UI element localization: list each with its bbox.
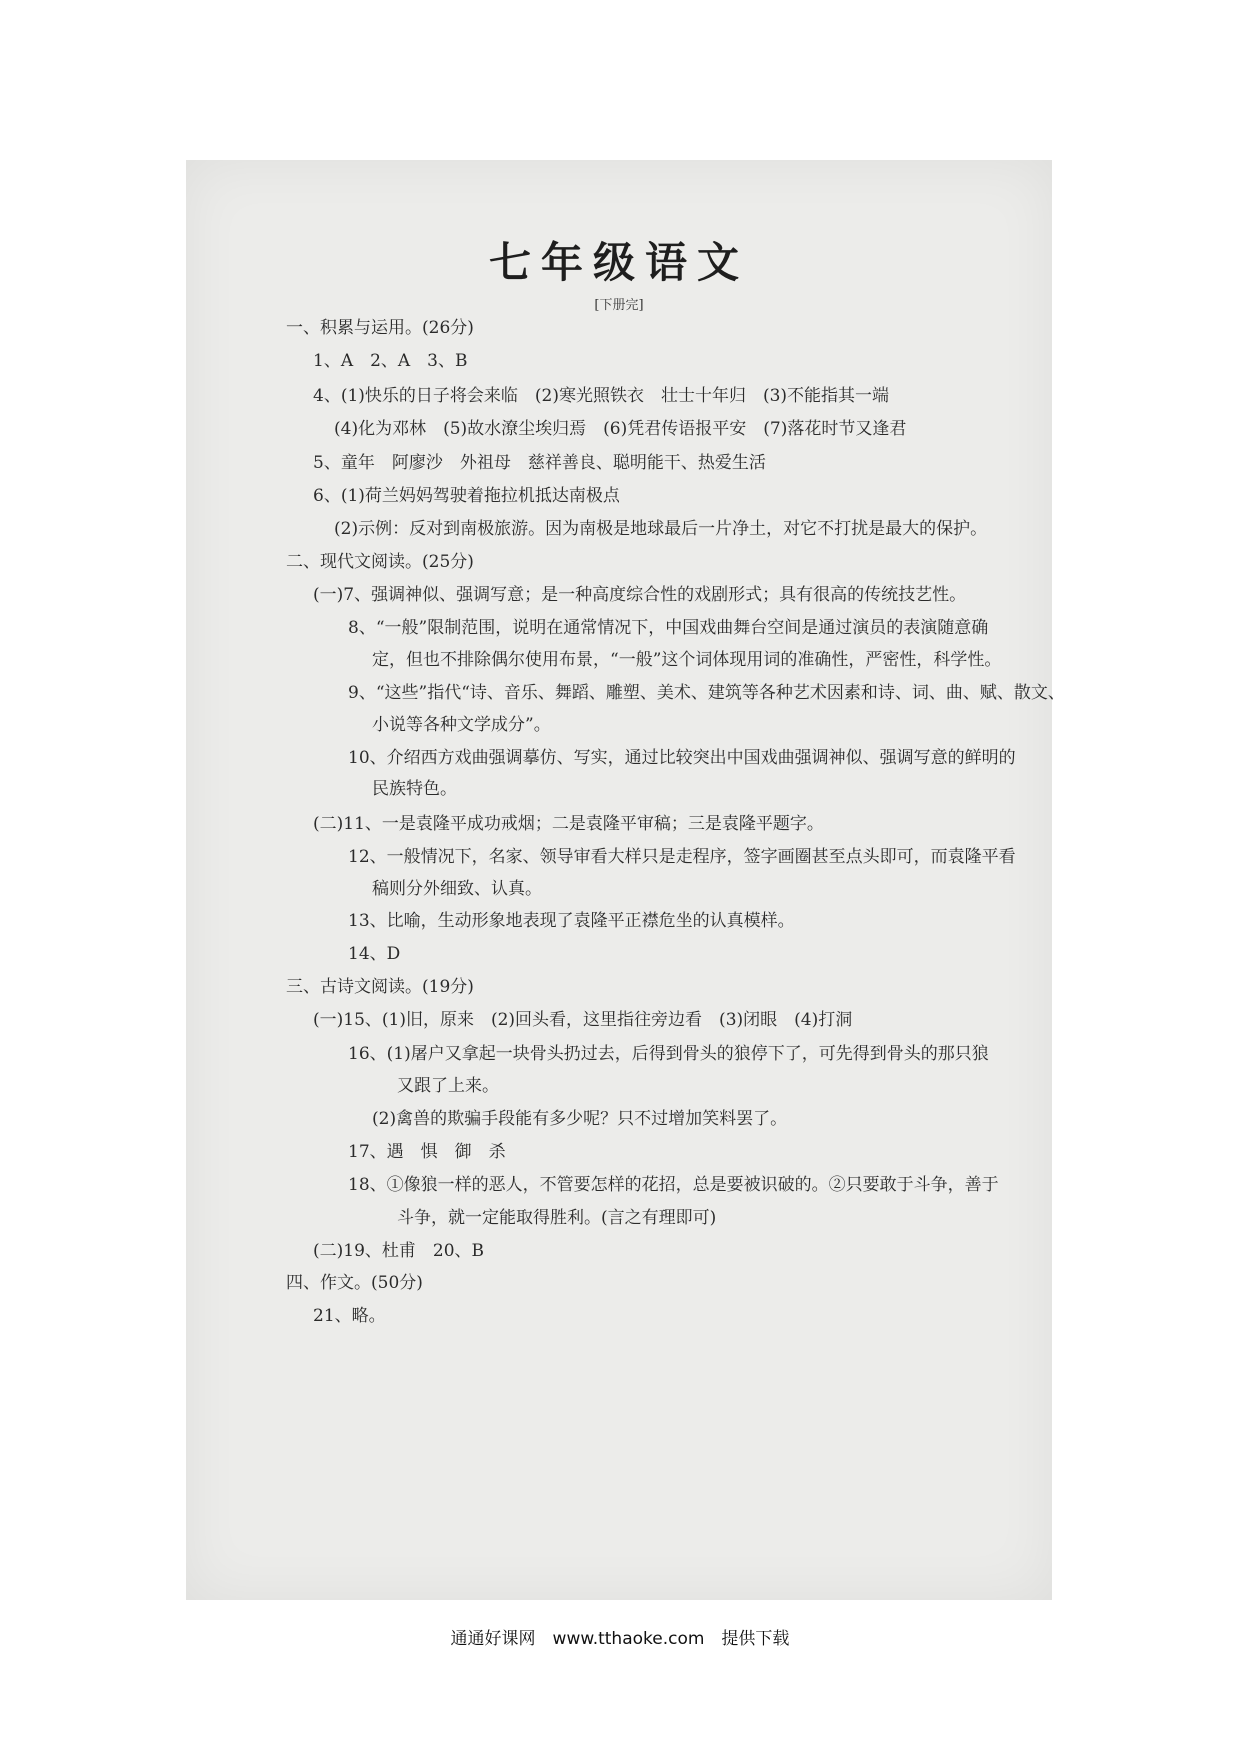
answer-line: (一)15、(1)旧，原来 (2)回头看，这里指往旁边看 (3)闭眼 (4)打洞 — [313, 1010, 853, 1030]
answer-line: 5、童年 阿廖沙 外祖母 慈祥善良、聪明能干、热爱生活 — [313, 453, 766, 473]
answer-line: 14、D — [348, 944, 401, 964]
answer-line: (2)禽兽的欺骗手段能有多少呢？只不过增加笑料罢了。 — [372, 1109, 788, 1129]
answer-line: 13、比喻，生动形象地表现了袁隆平正襟危坐的认真模样。 — [348, 911, 795, 931]
answer-line: 4、(1)快乐的日子将会来临 (2)寒光照铁衣 壮士十年归 (3)不能指其一端 — [313, 386, 890, 406]
answer-line: 稿则分外细致、认真。 — [372, 879, 542, 899]
answer-line: 6、(1)荷兰妈妈驾驶着拖拉机抵达南极点 — [313, 486, 620, 506]
answer-line: 18、①像狼一样的恶人，不管要怎样的花招，总是要被识破的。②只要敢于斗争，善于 — [348, 1175, 999, 1195]
download-credit: 通通好课网 www.tthaoke.com 提供下载 — [450, 1629, 790, 1649]
answer-line: (一)7、强调神似、强调写意；是一种高度综合性的戏剧形式；具有很高的传统技艺性。 — [313, 585, 967, 605]
answer-line: 斗争，就一定能取得胜利。(言之有理即可) — [397, 1208, 717, 1228]
answer-line: (4)化为邓林 (5)故水潦尘埃归焉 (6)凭君传语报平安 (7)落花时节又逢君 — [334, 419, 907, 439]
answer-line: 21、略。 — [313, 1306, 386, 1326]
section-heading: 二、现代文阅读。(25分) — [286, 552, 474, 572]
answer-line: (二)11、一是袁隆平成功戒烟；二是袁隆平审稿；三是袁隆平题字。 — [313, 814, 824, 834]
document-title: 七年级语文 — [488, 238, 749, 287]
answer-line: (2)示例：反对到南极旅游。因为南极是地球最后一片净土，对它不打扰是最大的保护。 — [334, 519, 988, 539]
answer-line: 1、A 2、A 3、B — [313, 351, 468, 371]
answer-line: (二)19、杜甫 20、B — [313, 1241, 485, 1261]
scanned-page — [186, 160, 1065, 1600]
section-heading: 一、积累与运用。(26分) — [286, 318, 474, 338]
document-subtitle: [下册完] — [594, 298, 644, 313]
answer-line: 民族特色。 — [372, 779, 457, 799]
answer-line: 10、介绍西方戏曲强调摹仿、写实，通过比较突出中国戏曲强调神似、强调写意的鲜明的 — [348, 748, 1016, 768]
answer-line: 8、“一般”限制范围，说明在通常情况下，中国戏曲舞台空间是通过演员的表演随意确 — [348, 618, 989, 638]
answer-line: 17、遇 惧 御 杀 — [348, 1142, 506, 1162]
section-heading: 三、古诗文阅读。(19分) — [286, 977, 474, 997]
answer-line: 小说等各种文学成分”。 — [372, 715, 551, 735]
answer-line: 9、“这些”指代“诗、音乐、舞蹈、雕塑、美术、建筑等各种艺术因素和诗、词、曲、赋、散文、 — [348, 683, 1065, 703]
section-heading: 四、作文。(50分) — [286, 1273, 423, 1293]
answer-line: 定，但也不排除偶尔使用布景，“一般”这个词体现用词的准确性，严密性，科学性。 — [372, 650, 1002, 670]
answer-line: 12、一般情况下，名家、领导审看大样只是走程序，签字画圈甚至点头即可，而袁隆平看 — [348, 847, 1016, 867]
answer-line: 16、(1)屠户又拿起一块骨头扔过去，后得到骨头的狼停下了，可先得到骨头的那只狼 — [348, 1044, 989, 1064]
answer-line: 又跟了上来。 — [397, 1076, 499, 1096]
